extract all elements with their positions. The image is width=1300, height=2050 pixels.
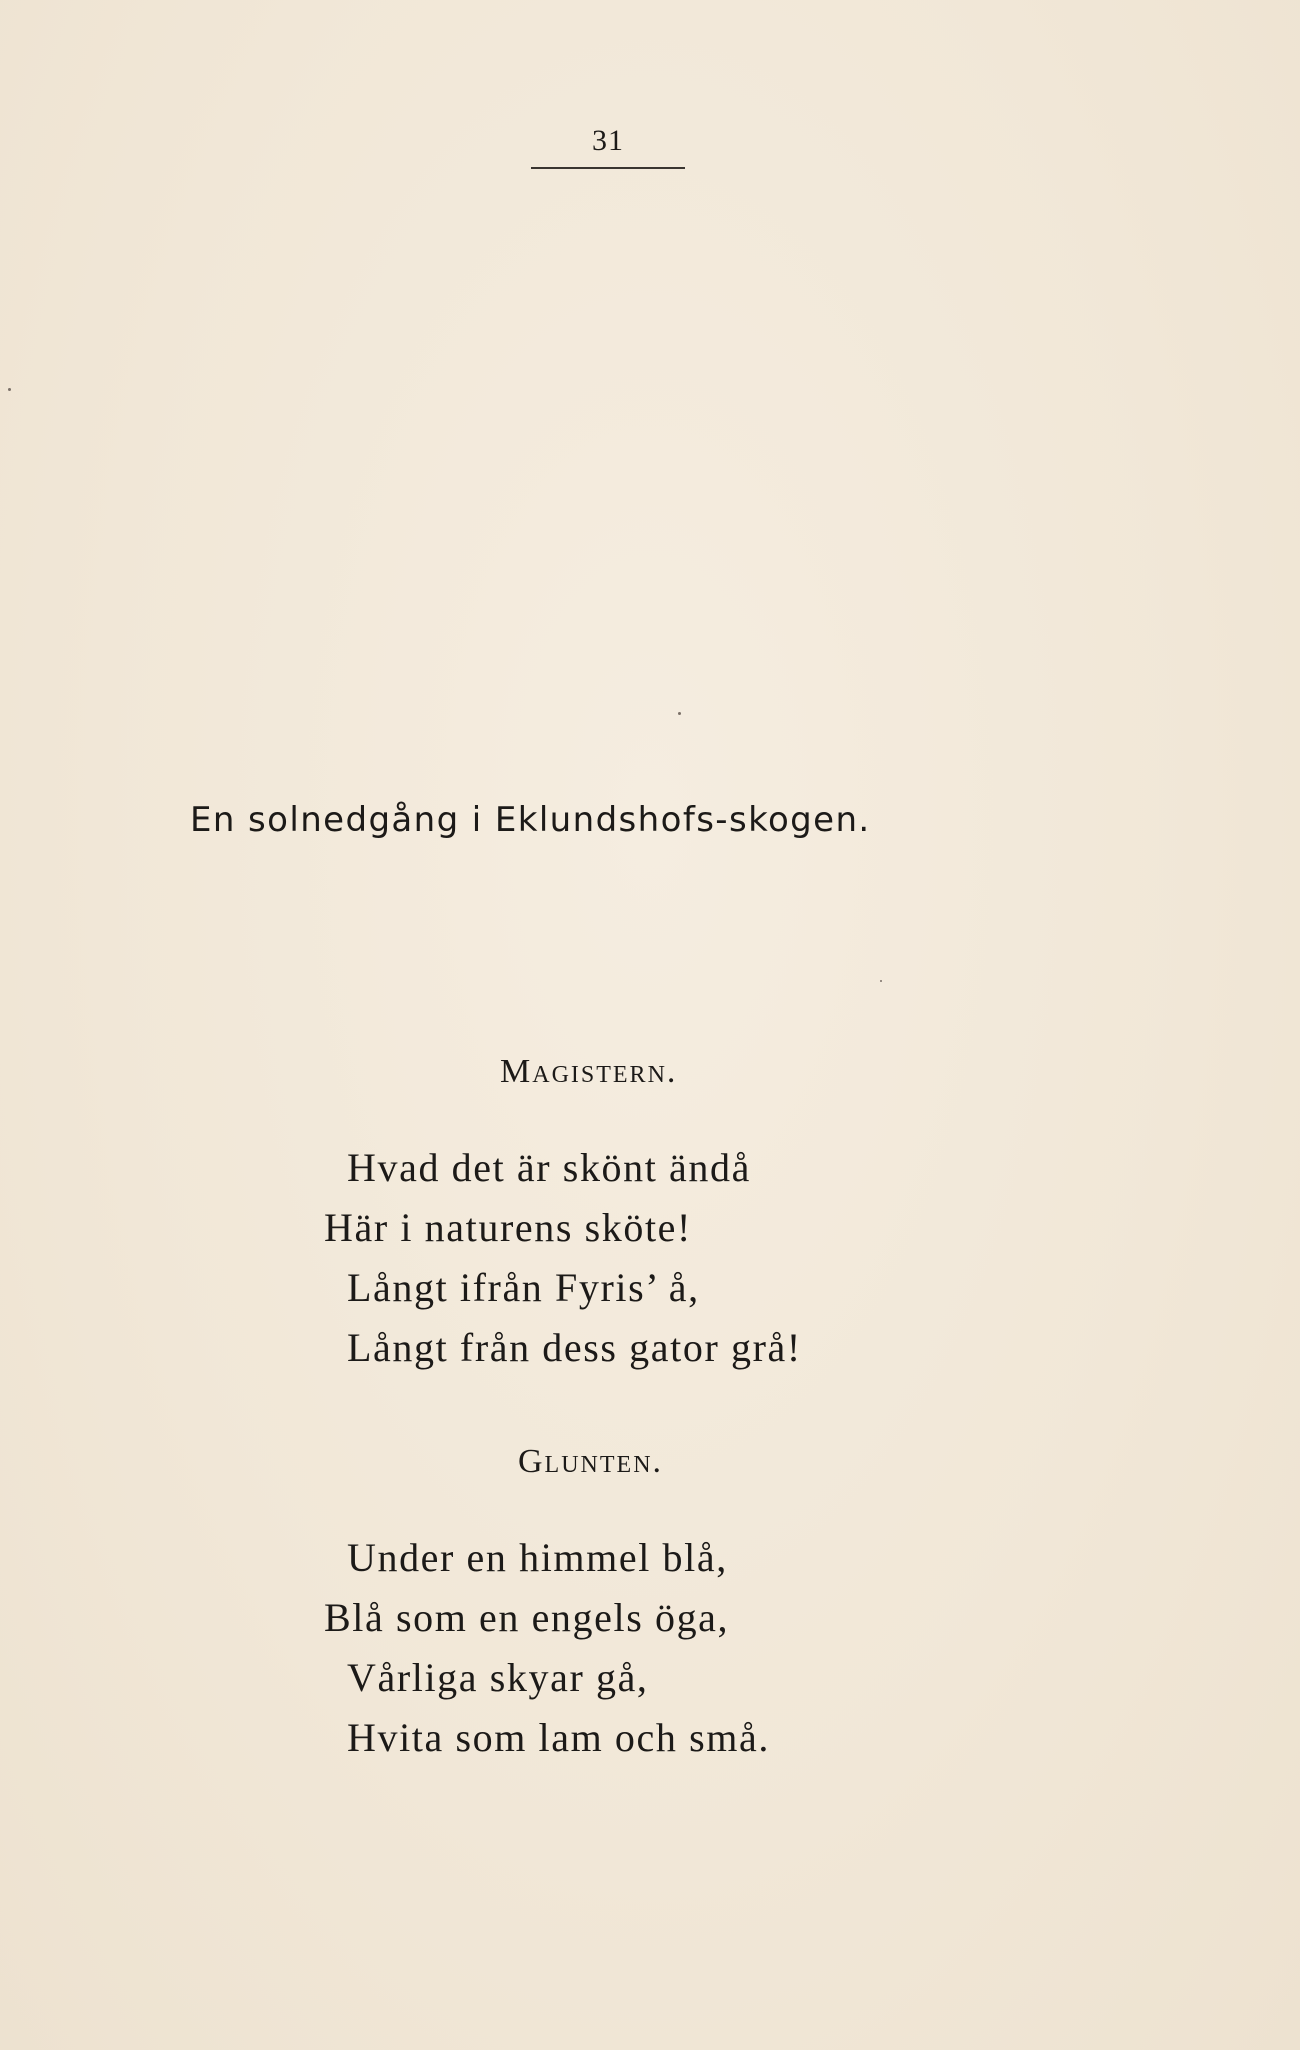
verse-line: Hvad det är skönt ändå xyxy=(347,1145,751,1190)
verse-line: Blå som en engels öga, xyxy=(324,1595,730,1640)
verse-line: Hvita som lam och små. xyxy=(347,1715,770,1760)
verse-line: Under en himmel blå, xyxy=(347,1535,728,1580)
speaker-heading xyxy=(500,1053,677,1091)
header-rule xyxy=(531,167,685,169)
poem-title: En solnedgång i Eklundshofs-skogen. xyxy=(190,800,871,840)
verse-line: Här i naturens sköte! xyxy=(324,1205,692,1250)
paper-speck xyxy=(880,980,882,982)
speaker-name: Magistern. xyxy=(500,1053,678,1090)
verse-line: Långt från dess gator grå! xyxy=(347,1325,802,1370)
speaker-heading xyxy=(518,1443,663,1481)
speaker-name: Glunten. xyxy=(518,1443,664,1480)
verse-line: Vårliga skyar gå, xyxy=(347,1655,649,1700)
page-number: 31 xyxy=(592,124,624,157)
paper-speck xyxy=(8,388,11,391)
verse-line: Långt ifrån Fyris’ å, xyxy=(347,1265,700,1310)
paper-speck xyxy=(678,712,681,715)
